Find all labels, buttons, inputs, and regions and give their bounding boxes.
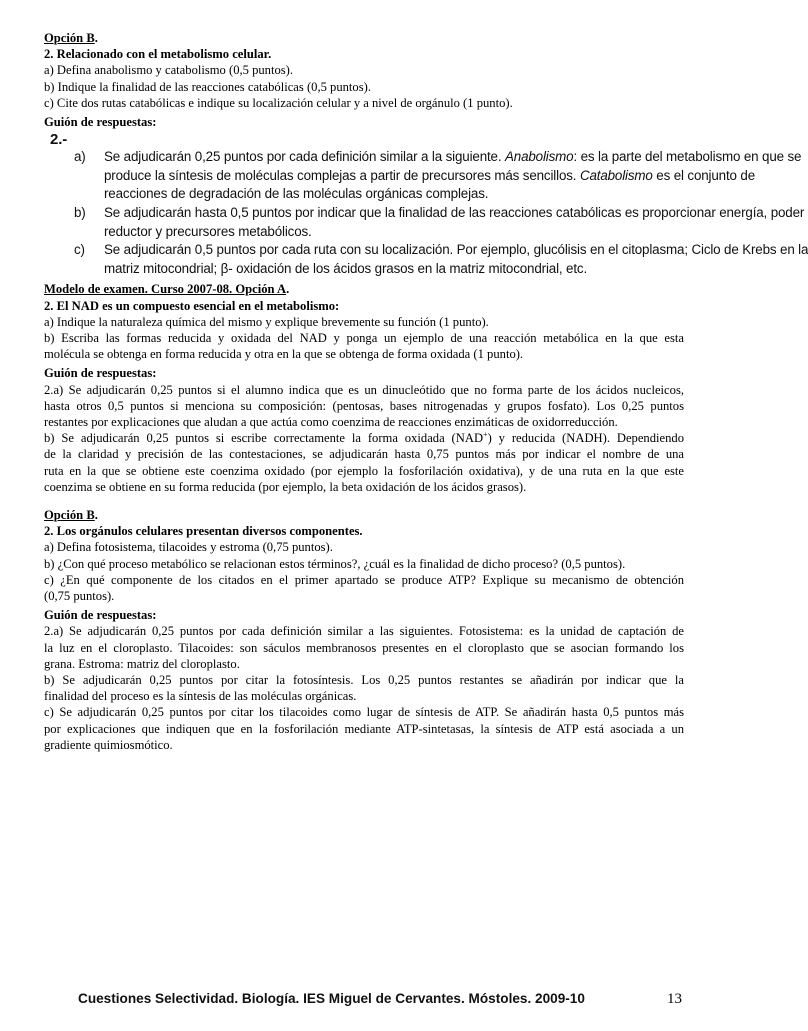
question-part-b-cont: molécula se obtenga en forma reducida y otra en la que se obtenga de forma oxidada (1 punto).	[44, 347, 524, 362]
section-1	[44, 30, 808, 278]
answer-line: por explicaciones que indiquen que en la fosforilación mediante ATP-sintetasas, la síntesis de ATP está asociada a un	[44, 721, 684, 736]
scanned-term: Anabolismo	[505, 149, 574, 165]
scanned-answer-c	[44, 241, 808, 278]
page-footer: Cuestiones Selectividad. Biología. IES Miguel de Cervantes. Móstoles. 2009-10	[78, 991, 585, 1006]
scanned-line: Se adjudicarán 0,5 puntos por cada ruta con su localización. Por ejemplo, glucólisis en el citoplasma; Ciclo de Krebs en la	[104, 242, 808, 258]
superscript: +	[483, 430, 488, 440]
page-number: 13	[667, 991, 682, 1007]
section-heading	[44, 30, 684, 46]
scanned-line	[104, 167, 801, 186]
question-title: 2. El NAD es un compuesto esencial en el metabolismo:	[44, 298, 340, 313]
scanned-answer-label: b)	[74, 205, 86, 220]
scanned-line	[104, 148, 801, 167]
answer-line: la luz en el cloroplasto. Tilacoides: son sáculos membranosos presentes en el cloroplasto que se asocian formando los	[44, 640, 684, 655]
answer-line: finalidad del proceso es la síntesis de las moléculas orgánicas.	[44, 689, 357, 704]
answer-line: b) Se adjudicarán 0,25 puntos por citar la fotosíntesis. Los 0,25 puntos restantes se añadirán por indicar que la	[44, 673, 684, 688]
section-heading-text: Opción B	[44, 508, 95, 523]
answer-text: ) y reducida (NADH). Dependiendo	[487, 431, 684, 446]
scanned-answer-label: a)	[74, 149, 86, 165]
answer-line	[44, 430, 684, 446]
answer-line: grana. Estroma: matriz del cloroplasto.	[44, 656, 240, 671]
answer-line: 2.a) Se adjudicarán 0,25 puntos por cada definición similar a las siguientes. Fotosistema: es la unidad de captación de	[44, 624, 684, 639]
question-part-c-cont: (0,75 puntos).	[44, 589, 115, 604]
scanned-answer-a	[44, 148, 802, 204]
answer-line: hasta otros 0,5 puntos si menciona su composición: (pentosas, bases nitrogenadas y grupos fosfato). Los 0,25 puntos	[44, 398, 684, 413]
section-heading-dot: .	[94, 31, 98, 45]
scanned-text: Se adjudicarán 0,25 puntos por cada definición similar a la siguiente.	[104, 149, 505, 165]
question-part-b: b) Escriba las formas reducida y oxidada del NAD y ponga un ejemplo de una reacción metabólica en la que esta	[44, 330, 684, 345]
answer-line: gradiente quimiosmótico.	[44, 737, 173, 752]
section-heading-text: Modelo de examen. Curso 2007-08. Opción A	[44, 282, 287, 297]
answer-line: coenzima se obtiene en su forma reducida (por ejemplo, la beta oxidación de los ácidos grasos).	[44, 479, 527, 494]
question-part-b: b) ¿Con qué proceso metabólico se relacionan estos términos?, ¿cuál es la finalidad de dicho proceso? (0,5 puntos).	[44, 556, 626, 571]
answer-guide-heading: Guión de respuestas:	[44, 115, 157, 130]
scanned-term: Catabolismo	[579, 167, 653, 183]
scanned-text: produce la síntesis de moléculas complejas a partir de precursores más sencillos.	[104, 167, 580, 183]
question-part-a: a) Indique la naturaleza química del mismo y explique brevemente su función (1 punto).	[44, 314, 489, 329]
question-title: 2. Relacionado con el metabolismo celular.	[44, 47, 272, 62]
answer-guide-heading: Guión de respuestas:	[44, 366, 157, 381]
scanned-line: reductor y precursores metabólicos.	[104, 223, 312, 239]
section-heading-text: Opción B	[44, 31, 95, 45]
question-part-c: c) ¿En qué componente de los citados en el primer apartado se produce ATP? Explique su mecanismo de obtención	[44, 572, 684, 587]
question-part-a: a) Defina anabolismo y catabolismo (0,5 puntos).	[44, 63, 294, 78]
scanned-line: Se adjudicarán hasta 0,5 puntos por indicar que la finalidad de las reacciones catabólicas es proporcionar energía, poder	[104, 205, 805, 220]
answer-line: 2.a) Se adjudicarán 0,25 puntos si el alumno indica que es un dinucleótido que no forma parte de los ácidos nucleicos,	[44, 382, 684, 397]
question-part-a: a) Defina fotosistema, tilacoides y estroma (0,75 puntos).	[44, 540, 333, 555]
section-heading-dot: .	[94, 508, 98, 523]
section-heading	[44, 281, 684, 297]
answer-line: restantes por explicaciones que aludan a que actúa como coenzima de reacciones enzimáticas de oxidorreducción.	[44, 415, 618, 429]
scanned-line: matriz mitocondrial; β- oxidación de los ácidos grasos en la matriz mitocondrial, etc.	[104, 260, 588, 276]
scanned-answer-block	[44, 131, 808, 278]
scanned-line: reacciones de degradación de las moléculas orgánicas complejas.	[104, 186, 489, 202]
section-heading	[44, 507, 684, 523]
scanned-text: : es la parte del metabolismo en que se	[573, 149, 802, 165]
section-3	[44, 507, 684, 753]
scanned-question-number: 2.-	[50, 131, 68, 149]
question-title: 2. Los orgánulos celulares presentan diversos componentes.	[44, 524, 363, 539]
scanned-text: es el conjunto de	[652, 167, 755, 183]
section-heading-dot: .	[286, 282, 290, 297]
section-2	[44, 281, 684, 495]
answer-line: c) Se adjudicarán 0,25 puntos por citar los tilacoides como lugar de síntesis de ATP. Se añadirán hasta 0,5 puntos más	[44, 705, 684, 720]
answer-line: de la claridad y precisión de las contestaciones, se adjudicarán hasta 0,75 puntos más por indicar el nombre de una	[44, 447, 684, 462]
answer-line: ruta en la que se obtiene este coenzima oxidado (por ejemplo la fosforilación oxidativa), y de una ruta en la que este	[44, 463, 684, 478]
scanned-answer-label: c)	[74, 242, 85, 258]
scanned-answer-b	[44, 204, 805, 241]
question-part-b: b) Indique la finalidad de las reacciones catabólicas (0,5 puntos).	[44, 79, 371, 94]
answer-guide-heading: Guión de respuestas:	[44, 608, 157, 623]
question-part-c: c) Cite dos rutas catabólicas e indique su localización celular y a nivel de orgánulo (1 punto).	[44, 95, 513, 110]
answer-text: b) Se adjudicarán 0,25 puntos si escribe correctamente la forma oxidada (NAD	[44, 431, 484, 446]
document-body	[44, 30, 808, 753]
